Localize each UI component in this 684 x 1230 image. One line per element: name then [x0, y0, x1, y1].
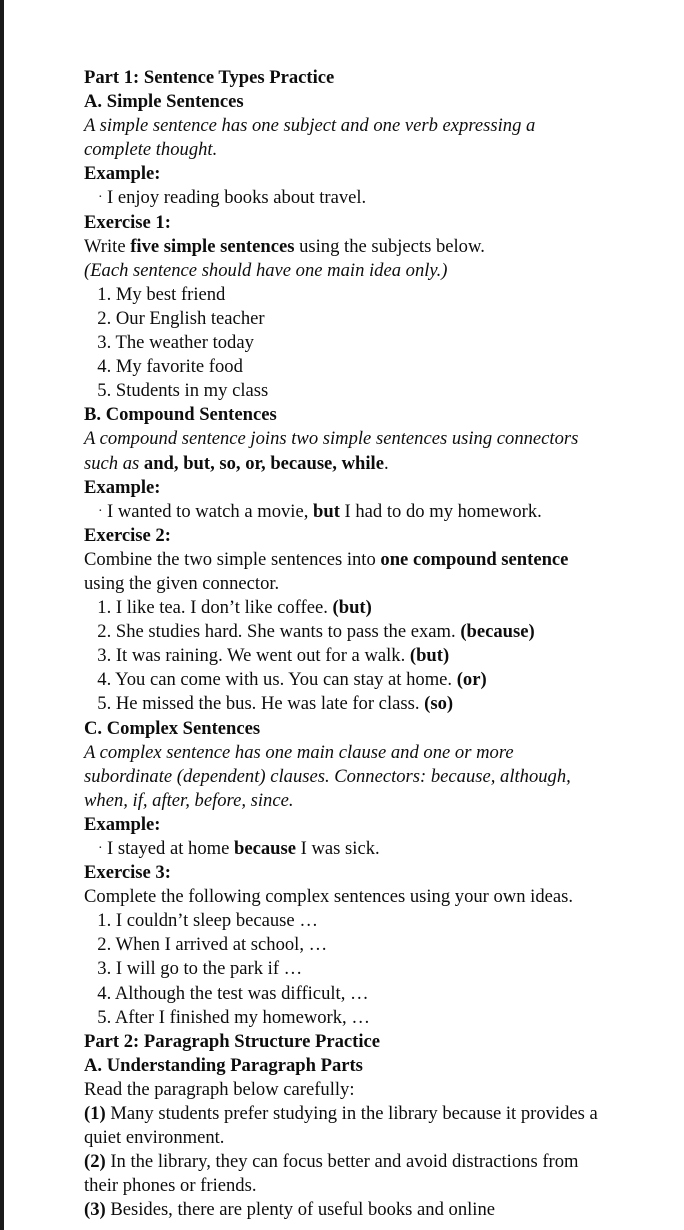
exercise-1-item-4-number: 4.: [97, 356, 116, 378]
exercise-1-item-3-run-1: The weather today: [115, 332, 254, 354]
exercise-1-instruction-run-1: Write: [84, 235, 131, 257]
exercise-3-item-3-number: 3.: [97, 958, 116, 980]
exercise-3-item-3: [84, 957, 600, 981]
exercise-3-item-1: [84, 909, 600, 933]
exercise-2-instruction-run-1: Combine the two simple sentences into: [84, 548, 381, 570]
exercise-1-item-3: [84, 331, 600, 355]
exercise-1-instruction-run-2: five simple sentences: [130, 235, 295, 257]
section-a-heading: A. Simple Sentences: [84, 91, 244, 113]
exercise-3-item-5-run-1: After I finished my homework, …: [114, 1006, 370, 1028]
exercise-1-item-4: [84, 355, 600, 379]
exercise-1-item-2: [84, 307, 600, 331]
exercise-2-item-5-run-1: He missed the bus. He was late for class.: [115, 693, 425, 715]
example-complex-run-1: I stayed at home: [107, 838, 235, 859]
exercise-2-item-1: [84, 596, 600, 620]
exercise-1-instruction: [84, 235, 600, 259]
exercise-3-item-2-run-1: When I arrived at school, …: [115, 934, 328, 956]
paragraph-sentence-2-run-1: (2): [84, 1151, 106, 1173]
exercise-2-instruction-run-2: one compound sentence: [380, 548, 569, 570]
part-2-heading: Part 2: Paragraph Structure Practice: [84, 1030, 381, 1052]
compound-sentence-definition: [84, 427, 600, 475]
paragraph-sentence-1-run-1: (1): [84, 1103, 106, 1125]
paragraph-sentence-3: [84, 1198, 600, 1222]
exercise-3-instruction-run-1: Complete the following complex sentences using your own ideas.: [84, 886, 574, 908]
exercise-1-item-2-run-1: Our English teacher: [115, 307, 265, 329]
part-1-heading: Part 1: Sentence Types Practice: [84, 67, 335, 88]
example-label-simple: Example:: [84, 163, 161, 185]
exercise-2-item-1-number: 1.: [97, 597, 116, 619]
exercise-1-instruction-run-3: using the subjects below.: [294, 235, 485, 257]
exercise-1-label: Exercise 1:: [84, 211, 171, 233]
exercise-3-item-1-number: 1.: [97, 910, 116, 932]
exercise-1-note: (Each sentence should have one main idea only.): [84, 259, 448, 281]
exercise-3-item-5-number: 5.: [97, 1006, 115, 1028]
example-simple: [84, 186, 600, 210]
exercise-2-item-4-run-2: (or): [456, 669, 487, 691]
exercise-2-item-3-run-1: It was raining. We went out for a walk.: [115, 645, 410, 667]
exercise-3-item-5: [84, 1006, 600, 1030]
exercise-2-item-2-run-2: (because): [460, 621, 535, 643]
paragraph-sentence-2: [84, 1150, 600, 1198]
exercise-3-item-3-run-1: I will go to the park if …: [115, 958, 303, 980]
exercise-2-item-5-number: 5.: [97, 693, 116, 715]
example-label-compound: Example:: [84, 476, 161, 498]
complex-sentence-definition: A complex sentence has one main clause and one or more subordinate (dependent) clauses. Connectors: because, although, when, if, after, before, since.: [84, 741, 571, 811]
part-2-section-a-heading: A. Understanding Paragraph Parts: [84, 1054, 363, 1076]
example-compound-run-3: I had to do my homework.: [339, 500, 542, 522]
exercise-1-item-5-number: 5.: [97, 380, 116, 402]
compound-sentence-definition-run-3: .: [383, 452, 389, 474]
exercise-2-item-2-number: 2.: [97, 621, 116, 643]
document-body: [84, 66, 600, 1223]
example-complex: [84, 837, 600, 861]
exercise-3-item-4-run-1: Although the test was difficult, …: [114, 982, 369, 1004]
paragraph-sentence-2-run-2: In the library, they can focus better and avoid distractions from their phones or friends.: [84, 1151, 579, 1197]
compound-sentence-definition-run-2: and, but, so, or, because, while: [143, 452, 384, 474]
read-paragraph-instruction-run-1: Read the paragraph below carefully:: [84, 1078, 355, 1100]
exercise-3-item-4-number: 4.: [97, 982, 115, 1004]
bullet-dot-icon: ·: [98, 841, 103, 856]
exercise-1-item-3-number: 3.: [97, 332, 116, 354]
exercise-3-label: Exercise 3:: [84, 862, 171, 884]
bullet-dot-icon: ·: [98, 190, 103, 206]
example-simple-run-1: I enjoy reading books about travel.: [107, 187, 367, 209]
exercise-2-instruction: [84, 548, 600, 596]
exercise-1-item-2-number: 2.: [97, 307, 116, 329]
example-compound-run-1: I wanted to watch a movie,: [107, 500, 314, 522]
exercise-2-item-3: [84, 644, 600, 668]
example-complex-run-3: I was sick.: [296, 838, 380, 859]
exercise-2-item-4: [84, 668, 600, 692]
exercise-1-item-5: [84, 379, 600, 403]
exercise-2-item-1-run-1: I like tea. I don’t like coffee.: [115, 597, 333, 619]
exercise-3-instruction: [84, 885, 600, 909]
exercise-1-item-1-number: 1.: [97, 283, 116, 305]
section-b-heading: B. Compound Sentences: [84, 404, 277, 426]
exercise-2-item-2: [84, 620, 600, 644]
exercise-2-item-5-run-2: (so): [424, 693, 454, 715]
exercise-3-item-2-number: 2.: [97, 934, 116, 956]
paragraph-sentence-1-run-2: Many students prefer studying in the library because it provides a quiet environment.: [84, 1103, 598, 1149]
read-paragraph-instruction: [84, 1078, 600, 1102]
exercise-2-item-4-number: 4.: [97, 669, 116, 691]
example-compound: [84, 500, 600, 524]
exercise-2-item-4-run-1: You can come with us. You can stay at home.: [115, 669, 457, 691]
paragraph-sentence-1: [84, 1102, 600, 1150]
exercise-2-label: Exercise 2:: [84, 524, 171, 546]
exercise-2-item-1-run-2: (but): [332, 597, 372, 619]
bullet-dot-icon: ·: [98, 503, 103, 519]
exercise-2-item-5: [84, 692, 600, 716]
exercise-2-instruction-run-3: using the given connector.: [84, 572, 280, 594]
paragraph-sentence-3-run-2: Besides, there are plenty of useful books and online: [105, 1199, 496, 1221]
exercise-3-item-1-run-1: I couldn’t sleep because …: [115, 910, 318, 932]
section-c-heading: C. Complex Sentences: [84, 717, 261, 739]
example-compound-run-2: but: [313, 500, 340, 522]
exercise-3-item-2: [84, 933, 600, 957]
compound-sentence-definition-run-1: A compound sentence joins two simple sentences using connectors such as: [84, 428, 579, 474]
exercise-1-item-5-run-1: Students in my class: [115, 380, 269, 402]
exercise-1-item-1: [84, 283, 600, 307]
exercise-2-item-3-number: 3.: [97, 645, 116, 667]
paragraph-sentence-3-run-1: (3): [84, 1199, 106, 1221]
exercise-3-item-4: [84, 982, 600, 1006]
exercise-1-item-4-run-1: My favorite food: [115, 356, 243, 378]
exercise-2-item-3-run-2: (but): [409, 645, 450, 667]
simple-sentence-definition: A simple sentence has one subject and one verb expressing a complete thought.: [84, 115, 536, 161]
example-label-complex: Example:: [84, 813, 161, 835]
example-complex-run-2: because: [234, 838, 296, 859]
exercise-2-item-2-run-1: She studies hard. She wants to pass the exam.: [115, 621, 461, 643]
exercise-1-item-1-run-1: My best friend: [115, 283, 226, 305]
